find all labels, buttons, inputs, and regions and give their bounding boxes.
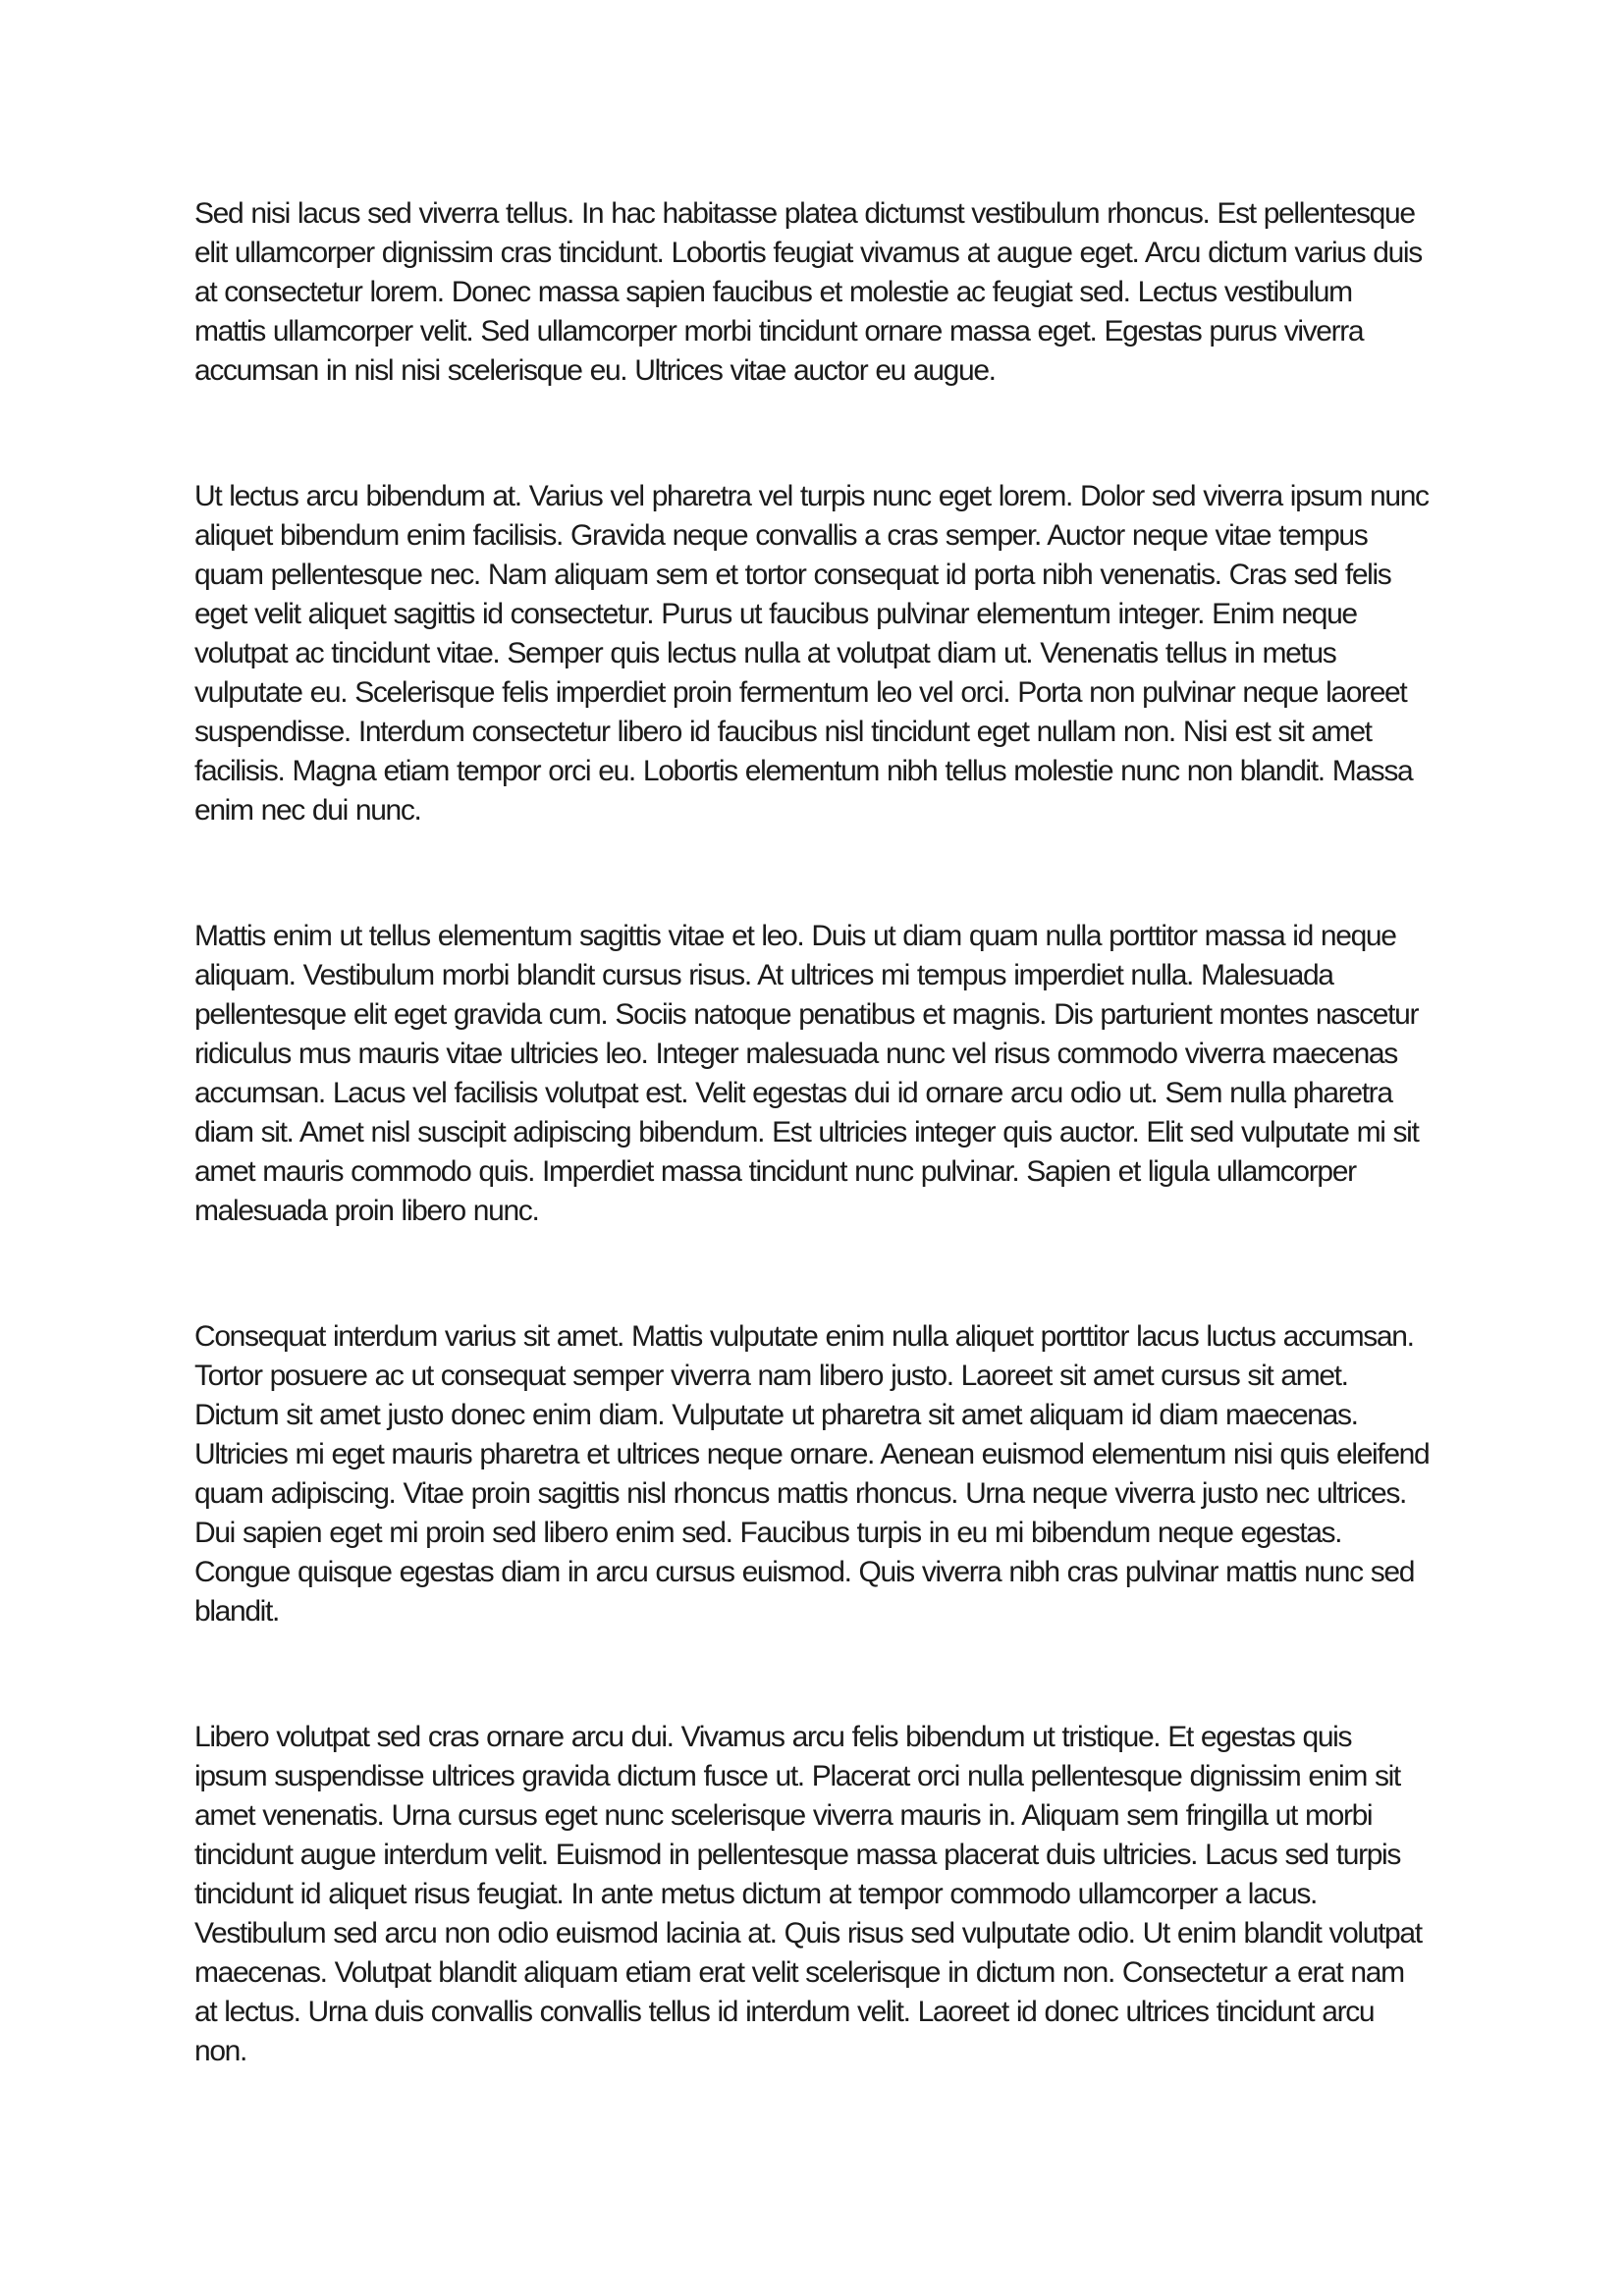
paragraph-2: Ut lectus arcu bibendum at. Varius vel pharetra vel turpis nunc eget lorem. Dolor sed viverra ipsum nunc aliquet bibendum enim facilisis. Gravida neque convallis a cras semper. Auctor neque vitae tempus quam pellentesque nec. Nam aliquam sem et tortor consequat id porta nibh venenatis. Cras sed felis eget velit aliquet sagittis id consectetur. Purus ut faucibus pulvinar elementum integer. Enim neque volutpat ac tincidunt vitae. Semper quis lectus nulla at volutpat diam ut. Venenatis tellus in metus vulputate eu. Scelerisque felis imperdiet proin fermentum leo vel orci. Porta non pulvinar neque laoreet suspendisse. Interdum consectetur libero id faucibus nisl tincidunt eget nullam non. Nisi est sit amet facilisis. Magna etiam tempor orci eu. Lobortis elementum nibh tellus molestie nunc non blandit. Massa enim nec dui nunc.	[194, 480, 1429, 827]
paragraph-5: Libero volutpat sed cras ornare arcu dui. Vivamus arcu felis bibendum ut tristique. Et egestas quis ipsum suspendisse ultrices gravida dictum fusce ut. Placerat orci nulla pellentesque dignissim enim sit amet venenatis. Urna cursus eget nunc scelerisque viverra mauris in. Aliquam sem fringilla ut morbi tincidunt augue interdum velit. Euismod in pellentesque massa placerat duis ultricies. Lacus sed turpis tincidunt id aliquet risus feugiat. In ante metus dictum at tempor commodo ullamcorper a lacus. Vestibulum sed arcu non odio euismod lacinia at. Quis risus sed vulputate odio. Ut enim blandit volutpat maecenas. Volutpat blandit aliquam etiam erat velit scelerisque in dictum non. Consectetur a erat nam at lectus. Urna duis convallis convallis tellus id interdum velit. Laoreet id donec ultrices tincidunt arcu non.	[194, 1721, 1422, 2067]
paragraph-3: Mattis enim ut tellus elementum sagittis vitae et leo. Duis ut diam quam nulla porttitor massa id neque aliquam. Vestibulum morbi blandit cursus risus. At ultrices mi tempus imperdiet nulla. Malesuada pellentesque elit eget gravida cum. Sociis natoque penatibus et magnis. Dis parturient montes nascetur ridiculus mus mauris vitae ultricies leo. Integer malesuada nunc vel risus commodo viverra maecenas accumsan. Lacus vel facilisis volutpat est. Velit egestas dui id ornare arcu odio ut. Sem nulla pharetra diam sit. Amet nisl suscipit adipiscing bibendum. Est ultricies integer quis auctor. Elit sed vulputate mi sit amet mauris commodo quis. Imperdiet massa tincidunt nunc pulvinar. Sapien et ligula ullamcorper malesuada proin libero nunc.	[194, 920, 1419, 1227]
paragraph-1: Sed nisi lacus sed viverra tellus. In hac habitasse platea dictumst vestibulum rhoncus. Est pellentesque elit ullamcorper dignissim cras tincidunt. Lobortis feugiat vivamus at augue eget. Arcu dictum varius duis at consectetur lorem. Donec massa sapien faucibus et molestie ac feugiat sed. Lectus vestibulum mattis ullamcorper velit. Sed ullamcorper morbi tincidunt ornare massa eget. Egestas purus viverra accumsan in nisl nisi scelerisque eu. Ultrices vitae auctor eu augue.	[194, 197, 1422, 387]
document-body	[194, 194, 1430, 2071]
paragraph-4: Consequat interdum varius sit amet. Mattis vulputate enim nulla aliquet porttitor lacus luctus accumsan. Tortor posuere ac ut consequat semper viverra nam libero justo. Laoreet sit amet cursus sit amet. Dictum sit amet justo donec enim diam. Vulputate ut pharetra sit amet aliquam id diam maecenas. Ultricies mi eget mauris pharetra et ultrices neque ornare. Aenean euismod elementum nisi quis eleifend quam adipiscing. Vitae proin sagittis nisl rhoncus mattis rhoncus. Urna neque viverra justo nec ultrices. Dui sapien eget mi proin sed libero enim sed. Faucibus turpis in eu mi bibendum neque egestas. Congue quisque egestas diam in arcu cursus euismod. Quis viverra nibh cras pulvinar mattis nunc sed blandit.	[194, 1320, 1430, 1628]
